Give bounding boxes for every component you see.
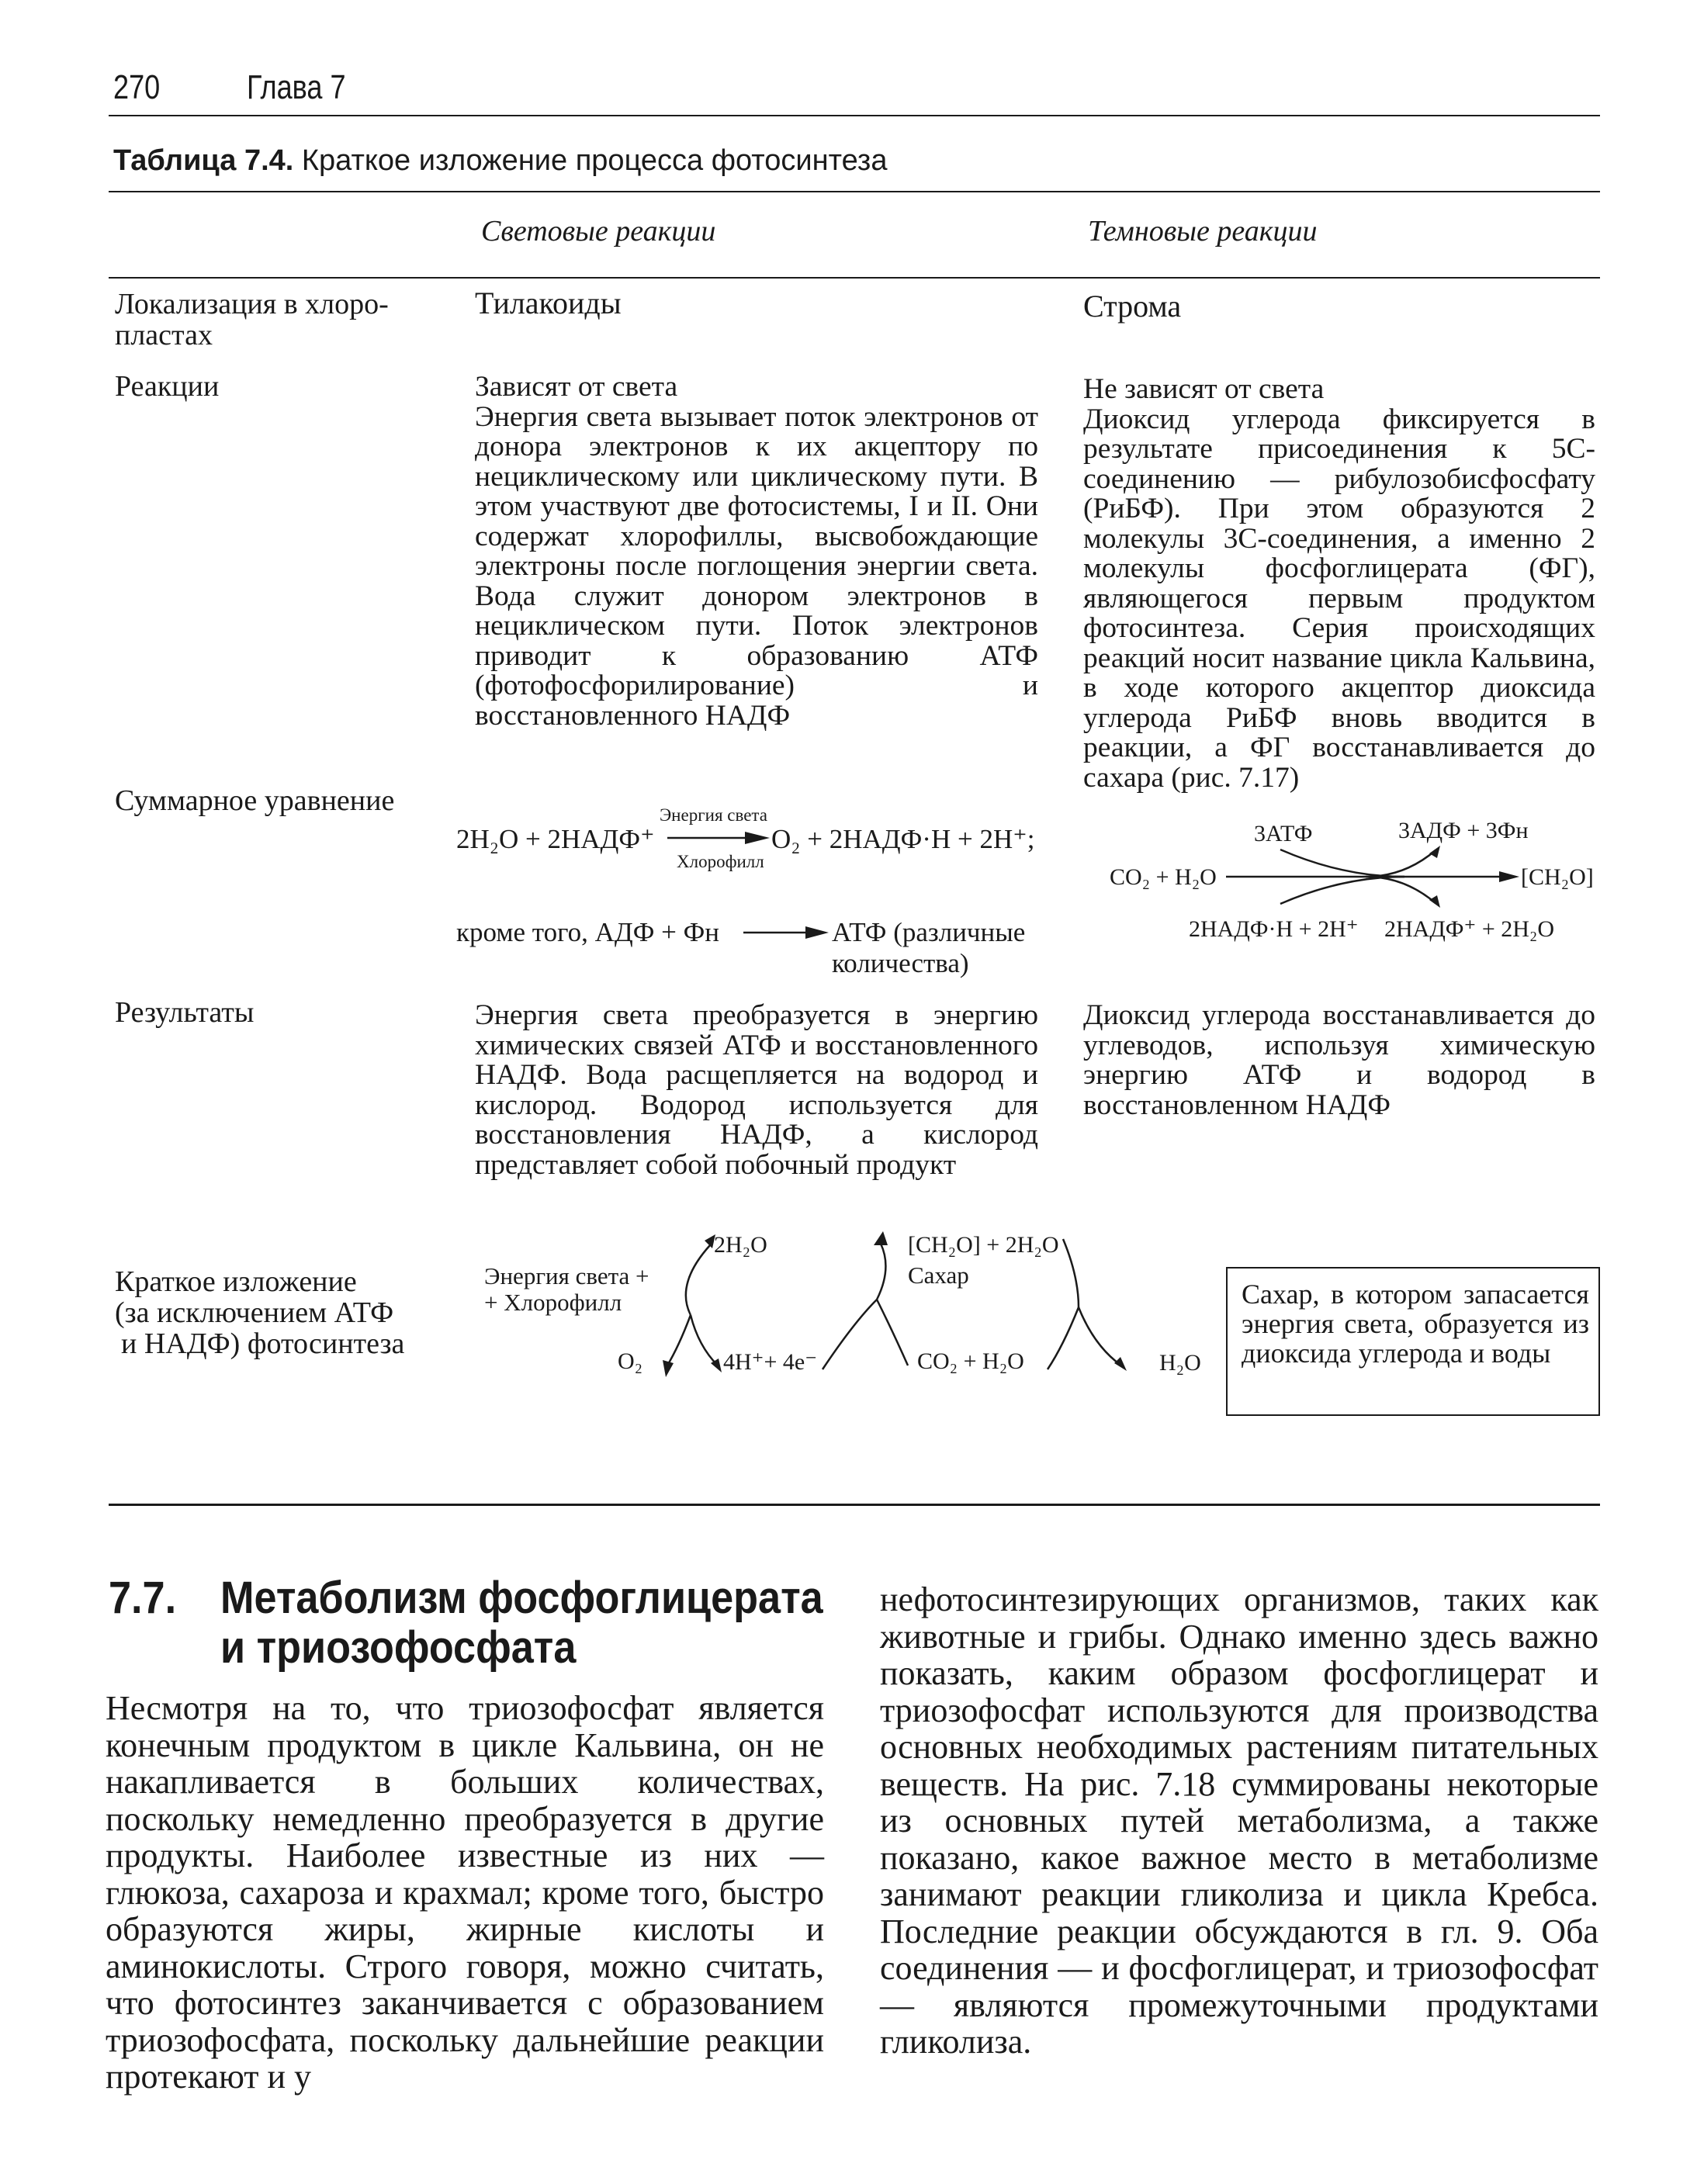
table-caption-number: Таблица 7.4.	[113, 144, 294, 177]
row-label-summary-line3: и НАДФ) фотосинтеза	[121, 1327, 405, 1360]
light-equation-arrow-below: Хлорофилл	[677, 852, 764, 871]
row-label-equation: Суммарное уравнение	[115, 784, 395, 817]
summary-water-top: 2H₂O	[714, 1232, 767, 1258]
body-column-right: нефотосинтезирующих организмов, таких как животные и грибы. Однако именно здесь важно показать, каким образом фосфоглицерат и триозофосфат используются для производства основных необходимых растениям питательных веществ. На рис. 7.18 суммированы некоторые из основных путей метаболизма, а также показано, какое важное место в метаболизме занимают реакции гликолиза и цикла Кребса. Последние реакции обсуждаются в гл. 9. Оба соединения — и фосфоглицерат, и триозофосфат — являются промежуточными продуктами гликолиза.	[880, 1580, 1598, 2061]
section-title	[109, 1573, 823, 1673]
dark-equation-arrows	[1226, 846, 1521, 908]
results-dark: Диоксид углерода восстанавливается до углеводов, используя химическую энергию АТФ и водород в восстановленном НАДФ	[1083, 999, 1595, 1121]
dark-equation-left: CO₂ + H₂O	[1110, 864, 1217, 890]
table-caption-text: Краткое изложение процесса фотосинтеза	[293, 144, 888, 177]
column-header-dark: Темновые реакции	[1088, 215, 1318, 247]
dark-equation-right: [CH₂O]	[1521, 864, 1594, 890]
light-equation-arrow-above: Энергия света	[660, 805, 767, 825]
summary-energy-label	[484, 1263, 649, 1316]
row-label-summary	[115, 1266, 404, 1359]
summary-oxygen: O₂	[618, 1348, 643, 1374]
summary-protons: 4H⁺+ 4e⁻	[723, 1349, 818, 1375]
reactions-dark-heading: Не зависят от света	[1083, 373, 1325, 405]
results-light: Энергия света преобразуется в энергию химических связей АТФ и восстановленного НАДФ. Вода расщепляется на водород и кислород. Водород используется для восстановления НАДФ, а кислород представляет собой побочный продукт	[475, 999, 1038, 1181]
summary-energy-line2: + Хлорофилл	[484, 1289, 622, 1316]
section-title-text1: Метаболизм фосфоглицерата	[220, 1573, 823, 1623]
table-bottom-rule	[109, 1504, 1600, 1506]
row-label-results: Результаты	[115, 996, 255, 1029]
summary-water-out: H₂O	[1159, 1350, 1201, 1376]
reactions-light	[475, 372, 1038, 731]
row-label-location	[115, 289, 425, 351]
light-equation2-right-cont: количества)	[832, 948, 969, 978]
dark-equation-atp: 3АТФ	[1254, 821, 1313, 846]
dark-equation-nadp: 2НАДФ⁺ + 2H₂O	[1384, 916, 1555, 942]
body-column-left: Несмотря на то, что триозофосфат является конечным продуктом в цикле Кальвина, он не накапливается в больших количествах, поскольку немедленно преобразуется в другие продукты. Наиболее известные из них — глюкоза, сахароза и крахмал; кроме того, быстро образуются жиры, жирные кислоты и аминокислоты. Строго говоря, можно считать, что фотосинтез заканчивается с образованием триозофосфата, поскольку дальнейшие реакции протекают и у	[106, 1689, 824, 2096]
section-number: 7.7.	[109, 1573, 177, 1623]
dark-equation-adp: 3АДФ + 3Фн	[1398, 818, 1529, 843]
reactions-dark-text: Диоксид углерода фиксируется в результате присоединения к 5С-соединению — рибулозобисфосфату (РиБФ). При этом образуются 2 молекулы 3С-соединения, а именно 2 молекулы фосфоглицерата (ФГ), являющегося первым продуктом фотосинтеза. Серия происходящих реакций носит название цикла Кальвина, в ходе которого акцептор диоксида углерода РиБФ вновь вводится в реакции, а ФГ восстанавливается до сахара (рис. 7.17)	[1083, 403, 1595, 794]
column-header-rule	[109, 277, 1600, 279]
section-title-line2: и триозофосфата	[220, 1622, 577, 1673]
light-equation-arrow	[667, 829, 770, 847]
reactions-dark	[1083, 375, 1595, 793]
header-rule	[109, 115, 1600, 116]
light-equation-right: O₂ + 2НАДФ·Н + 2Н⁺;	[771, 824, 1035, 854]
section-title-line1	[109, 1573, 823, 1623]
chapter-label: Глава 7	[247, 68, 346, 106]
summary-sugar-formula: [CH₂O] + 2H₂O	[908, 1232, 1059, 1258]
summary-energy-line1: Энергия света +	[484, 1262, 649, 1289]
row-label-summary-line1: Краткое изложение	[115, 1265, 357, 1298]
reactions-light-text: Энергия света вызывает поток электронов от донора электронов к их акцептору по нециклическому или циклическому пути. В этом участвуют две фотосистемы, I и II. Они содержат хлорофиллы, высвобождающие электроны после поглощения энергии света. Вода служит донором электронов в нециклическом пути. Поток электронов приводит к образованию АТФ (фотофосфорилирование) и восстановленного НАДФ	[475, 400, 1038, 732]
column-header-light: Световые реакции	[481, 215, 716, 247]
light-equation-left: 2H₂O + 2НАДФ⁺	[456, 824, 655, 854]
row-label-summary-line2: (за исключением АТФ	[115, 1296, 394, 1329]
summary-sugar-word: Сахар	[908, 1262, 969, 1289]
row-label-location-line2: пластах	[115, 319, 213, 351]
row-label-location-line1: Локализация в хлоро-	[115, 288, 389, 320]
summary-box: Сахар, в котором запасается энергия света, образуется из диоксида углерода и воды	[1226, 1267, 1600, 1416]
light-equation2-arrow	[743, 923, 829, 942]
summary-co2-water: CO₂ + H₂O	[917, 1348, 1024, 1374]
light-equation2-right: АТФ (различные	[832, 917, 1026, 947]
location-light: Тилакоиды	[475, 286, 622, 320]
page-number: 270	[113, 68, 161, 106]
dark-equation-nadph: 2НАДФ·Н + 2Н⁺	[1189, 916, 1359, 942]
summary-cycle-arrows	[644, 1230, 1187, 1385]
location-dark: Строма	[1083, 289, 1182, 324]
table-top-rule	[109, 191, 1600, 192]
table-caption	[113, 144, 887, 178]
light-equation2-left: кроме того, АДФ + Фн	[456, 917, 720, 947]
reactions-light-heading: Зависят от света	[475, 371, 678, 403]
row-label-reactions: Реакции	[115, 370, 220, 403]
